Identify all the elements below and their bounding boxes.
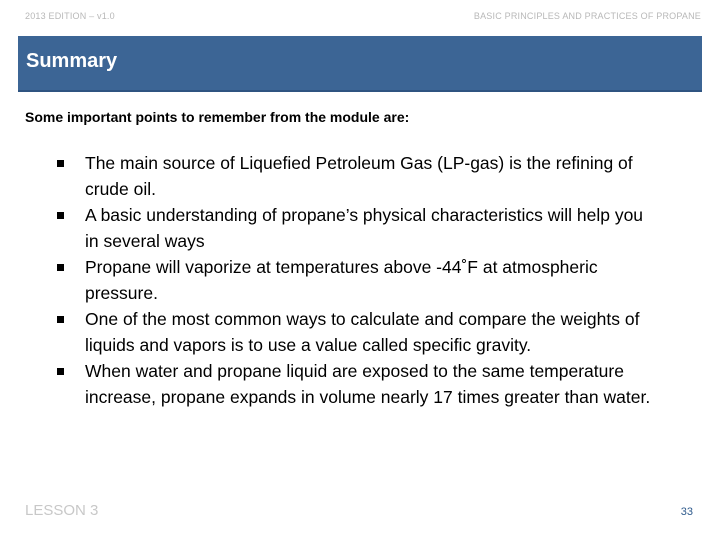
list-item-text: A basic understanding of propane’s physical characteristics will help you in several ways	[85, 205, 644, 251]
lesson-label: LESSON 3	[25, 502, 99, 519]
slide-title: Summary	[26, 50, 118, 72]
square-bullet-icon	[57, 160, 64, 167]
list-item	[57, 150, 657, 202]
square-bullet-icon	[57, 212, 64, 219]
list-item	[57, 254, 657, 306]
title-banner	[18, 36, 702, 92]
list-item-text: One of the most common ways to calculate and compare the weights of liquids and vapors is to use a value called specific gravity.	[85, 309, 640, 355]
course-title: BASIC PRINCIPLES AND PRACTICES OF PROPANE	[473, 11, 701, 21]
summary-list	[57, 150, 657, 410]
intro-text: Some important points to remember from the module are:	[25, 109, 410, 125]
page-number: 33	[680, 506, 693, 518]
list-item-text: The main source of Liquefied Petroleum Gas (LP-gas) is the refining of crude oil.	[85, 153, 633, 199]
list-item-text: Propane will vaporize at temperatures above -44˚F at atmospheric pressure.	[85, 257, 598, 303]
list-item	[57, 358, 657, 410]
square-bullet-icon	[57, 316, 64, 323]
list-item	[57, 202, 657, 254]
square-bullet-icon	[57, 368, 64, 375]
list-item	[57, 306, 657, 358]
square-bullet-icon	[57, 264, 64, 271]
edition-label: 2013 EDITION – v1.0	[25, 11, 115, 21]
list-item-text: When water and propane liquid are exposed to the same temperature increase, propane expands in volume nearly 17 times greater than water.	[85, 361, 651, 407]
